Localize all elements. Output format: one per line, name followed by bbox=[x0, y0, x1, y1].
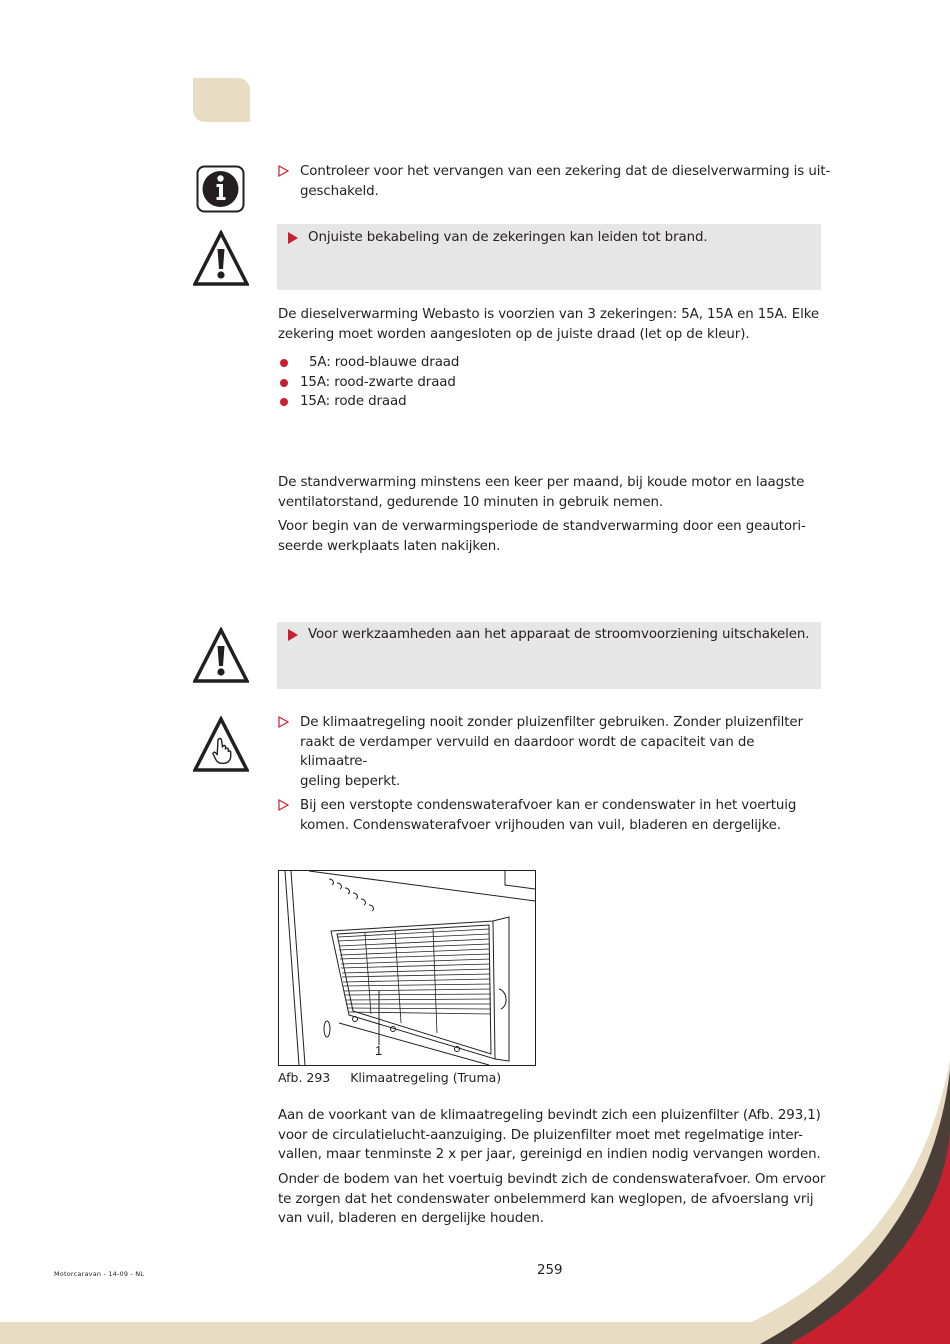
decorative-swoosh bbox=[0, 1040, 950, 1344]
warning-arrow-icon bbox=[288, 232, 298, 244]
list-item: De klimaatregeling nooit zonder pluizenfilter gebruiken. Zonder pluizenfilter raakt de verdamper vervuild en daardoor wordt de capaciteit van de klimaatre- geling beperkt. bbox=[278, 713, 823, 791]
warning-icon bbox=[193, 230, 249, 290]
list-item: 15A: rood-zwarte draad bbox=[278, 373, 678, 393]
figure-callout: 1 bbox=[375, 1043, 383, 1058]
warning-box-power bbox=[277, 622, 821, 689]
fuses-intro-line1: De dieselverwarming Webasto is voorzien van 3 zekeringen: 5A, 15A en 15A. Elke bbox=[278, 307, 820, 322]
warning-box-fuses bbox=[277, 224, 821, 290]
info-icon bbox=[196, 165, 245, 217]
warning-arrow-icon bbox=[288, 629, 298, 641]
bullet-dot-icon bbox=[280, 379, 288, 387]
maintenance-paragraph-1: De standverwarming minstens een keer per maand, bij koude motor en laagste ventilatorstand, gedurende 10 minuten in gebruik nemen. bbox=[278, 475, 805, 510]
info-note-line2: geschakeld. bbox=[300, 183, 379, 199]
warning-icon bbox=[193, 627, 249, 687]
bullet-dot-icon bbox=[280, 398, 288, 406]
caution-hand-icon bbox=[193, 716, 249, 776]
list-item: Bij een verstopte condenswaterafvoer kan er condenswater in het voertuig komen. Condenswaterafvoer vrijhouden van vuil, bladeren en dergelijke. bbox=[278, 796, 823, 835]
maintenance-paragraph-2: Voor begin van de verwarmingsperiode de standverwarming door een geautori- seerde werkplaats laten nakijken. bbox=[278, 519, 806, 554]
figure-caption-text: Klimaatregeling (Truma) bbox=[350, 1070, 502, 1085]
figure-air-conditioning bbox=[278, 870, 536, 1066]
info-note-line1: Controleer voor het vervangen van een zekering dat de dieselverwarming is uit- bbox=[300, 164, 831, 179]
filter-paragraph-1: Aan de voorkant van de klimaatregeling bevindt zich een pluizenfilter (Afb. 293,1) voor de circulatielucht-aanzuiging. De pluizenfilter moet met regelmatige inter- vallen, maar tenminste 2 x per jaar, gereinigd en indien nodig vervangen worden. bbox=[278, 1108, 821, 1162]
info-note bbox=[278, 162, 845, 201]
page-number: 259 bbox=[537, 1263, 563, 1278]
bullet-arrow-icon bbox=[278, 799, 289, 811]
fuses-intro bbox=[278, 305, 823, 344]
bullet-arrow-icon bbox=[278, 716, 289, 728]
chapter-tab bbox=[193, 78, 250, 122]
air-conditioning-illustration bbox=[279, 871, 535, 1065]
warning-text: Voor werkzaamheden aan het apparaat de stroomvoorziening uitschakelen. bbox=[308, 627, 810, 642]
warning-text: Onjuiste bekabeling van de zekeringen kan leiden tot brand. bbox=[308, 230, 708, 245]
list-item: 15A: rode draad bbox=[278, 392, 678, 412]
fuse-list bbox=[278, 353, 678, 412]
figure-caption-number: Afb. 293 bbox=[278, 1070, 331, 1085]
bullet-dot-icon bbox=[280, 359, 288, 367]
fuses-intro-line2: zekering moet worden aangesloten op de juiste draad (let op de kleur). bbox=[278, 326, 750, 342]
bullet-arrow-icon bbox=[278, 165, 289, 177]
list-item: 5A: rood-blauwe draad bbox=[278, 353, 678, 373]
footer-document-id: Motorcaravan - 14-09 - NL bbox=[54, 1270, 145, 1278]
filter-paragraph-2: Onder de bodem van het voertuig bevindt zich de condenswaterafvoer. Om ervoor te zorgen dat het condenswater onbelemmerd kan weglopen, de afvoerslang vrij van vuil, bladeren en dergelijke houden. bbox=[278, 1172, 826, 1226]
caution-list bbox=[278, 713, 823, 835]
